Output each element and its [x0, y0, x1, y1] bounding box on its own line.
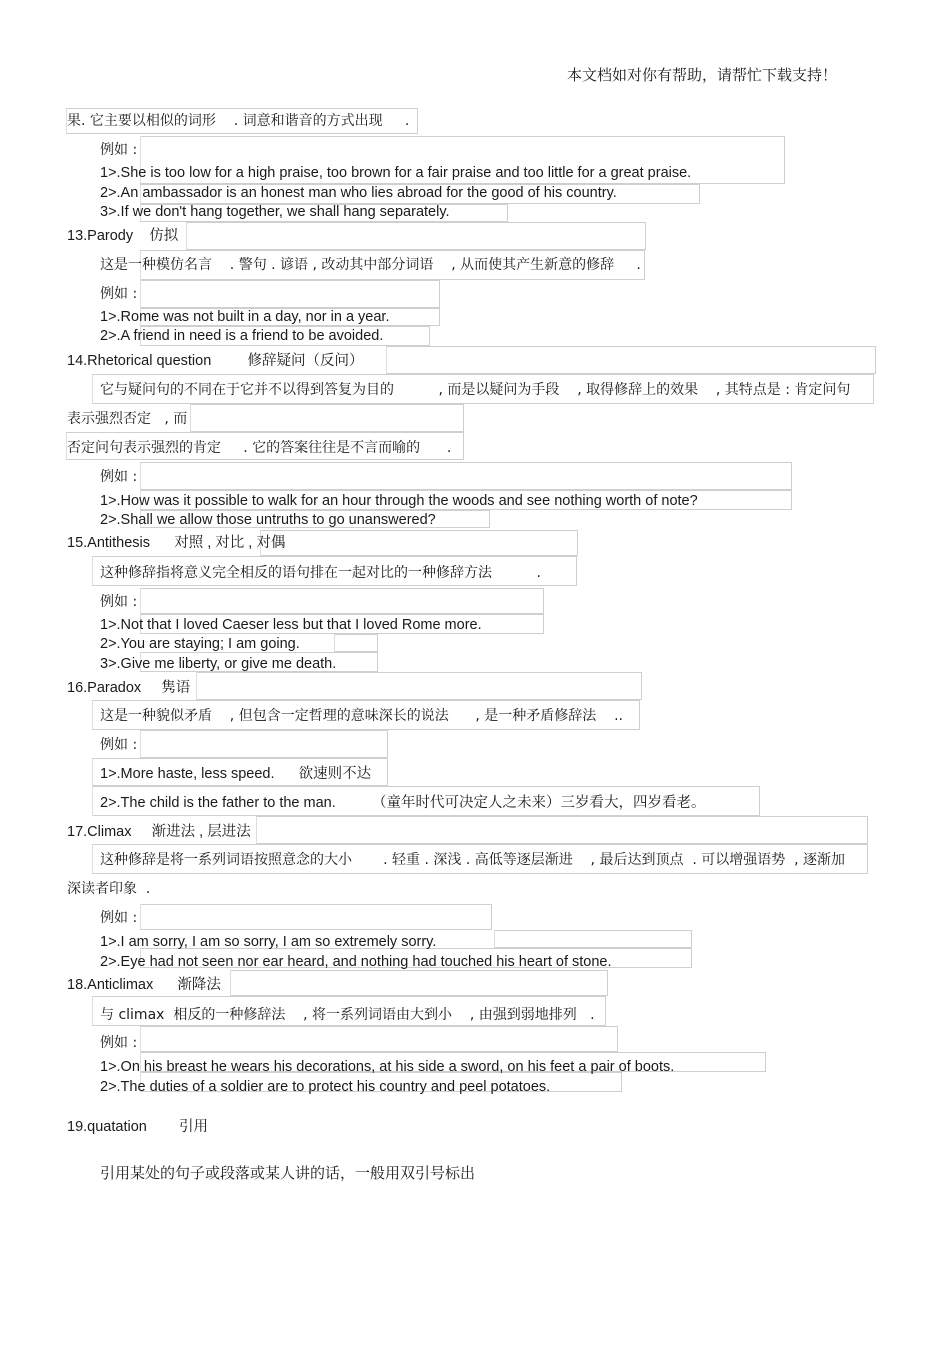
example-line: 2>.The child is the father to the man. （童年时代可决定人之未来）三岁看大，四岁看老。 — [100, 795, 706, 811]
example-label: 例如 : — [100, 142, 138, 158]
example-line: 2>.An ambassador is an honest man who lies abroad for the good of his country. — [100, 185, 617, 201]
section-heading: 16.Paradox 隽语 — [67, 680, 191, 696]
text-frame — [196, 672, 642, 700]
text-frame — [386, 346, 876, 374]
text-frame — [140, 280, 440, 308]
example-label: 例如 : — [100, 1035, 138, 1051]
example-label: 例如 : — [100, 469, 138, 485]
section-heading: 15.Antithesis 对照 , 对比 , 对偶 — [67, 535, 286, 551]
example-line: 1>.She is too low for a high praise, too brown for a fair praise and too little for a great praise. — [100, 165, 692, 181]
definition-line: 它与疑问句的不同在于它并不以得到答复为目的 , 而是以疑问为手段 , 取得修辞上的效果 , 其特点是 : 肯定问句 — [100, 382, 851, 398]
definition-line: 表示强烈否定 , 而 — [67, 411, 188, 427]
text-frame — [140, 462, 792, 490]
text-frame — [190, 404, 464, 432]
example-label: 例如 : — [100, 594, 138, 610]
text-frame — [334, 634, 378, 652]
example-line: 1>.Rome was not built in a day, nor in a year. — [100, 309, 390, 325]
text-frame — [186, 222, 646, 250]
definition-line: 这种修辞指将意义完全相反的语句排在一起对比的一种修辞方法 . — [100, 565, 541, 581]
example-line: 1>.I am sorry, I am so sorry, I am so extremely sorry. — [100, 934, 437, 950]
definition-line: 与 climax 相反的一种修辞法 , 将一系列词语由大到小 , 由强到弱地排列 . — [100, 1007, 595, 1023]
example-line: 1>.More haste, less speed. 欲速则不达 — [100, 766, 372, 782]
text-frame — [140, 730, 388, 758]
example-line: 1>.Not that I loved Caeser less but that I loved Rome more. — [100, 617, 482, 633]
example-line: 2>.The duties of a soldier are to protect his country and peel potatoes. — [100, 1079, 551, 1095]
definition-line: 深读者印象 . — [67, 881, 151, 897]
section-heading: 17.Climax 渐进法 , 层进法 — [67, 824, 251, 840]
example-line: 2>.A friend in need is a friend to be avoided. — [100, 328, 384, 344]
continuation-line: 果. 它主要以相似的词形 . 词意和谐音的方式出现 . — [67, 113, 410, 129]
example-line: 3>.If we don't hang together, we shall hang separately. — [100, 204, 450, 220]
header-note: 本文档如对你有帮助，请帮忙下载支持！ — [567, 66, 838, 84]
definition-line: 这是一种模仿名言 . 警句 . 谚语 , 改动其中部分词语 , 从而使其产生新意的修辞 . — [100, 257, 641, 273]
example-line: 2>.Shall we allow those untruths to go unanswered? — [100, 512, 436, 528]
text-frame — [140, 588, 544, 614]
example-line: 2>.You are staying; I am going. — [100, 636, 300, 652]
text-frame — [260, 530, 578, 556]
example-line: 3>.Give me liberty, or give me death. — [100, 656, 337, 672]
text-frame — [494, 930, 692, 948]
example-label: 例如 : — [100, 910, 138, 926]
text-frame — [140, 1026, 618, 1052]
section-heading: 14.Rhetorical question 修辞疑问（反问） — [67, 353, 364, 369]
definition-line: 否定问句表示强烈的肯定 . 它的答案往往是不言而喻的 . — [67, 440, 452, 456]
text-frame — [140, 904, 492, 930]
text-frame — [230, 970, 608, 996]
section-heading: 18.Anticlimax 渐降法 — [67, 977, 221, 993]
definition-line: 这种修辞是将一系列词语按照意念的大小 . 轻重 . 深浅 . 高低等逐层渐进 , 最后达到顶点 . 可以增强语势 , 逐渐加 — [100, 852, 846, 868]
example-line: 1>.How was it possible to walk for an hour through the woods and see nothing worth of note? — [100, 493, 698, 509]
text-frame — [256, 816, 868, 844]
example-label: 例如 : — [100, 737, 138, 753]
example-line: 1>.On his breast he wears his decorations, at his side a sword, on his feet a pair of boots. — [100, 1059, 675, 1075]
section-heading: 13.Parody 仿拟 — [67, 228, 179, 244]
example-label: 例如 : — [100, 286, 138, 302]
section-heading: 19.quatation 引用 — [67, 1119, 209, 1135]
example-line: 2>.Eye had not seen nor ear heard, and nothing had touched his heart of stone. — [100, 954, 612, 970]
definition-line: 这是一种貌似矛盾 , 但包含一定哲理的意味深长的说法 , 是一种矛盾修辞法 .. — [100, 708, 624, 724]
definition-line: 引用某处的句子或段落或某人讲的话，一般用双引号标出 — [100, 1164, 476, 1182]
